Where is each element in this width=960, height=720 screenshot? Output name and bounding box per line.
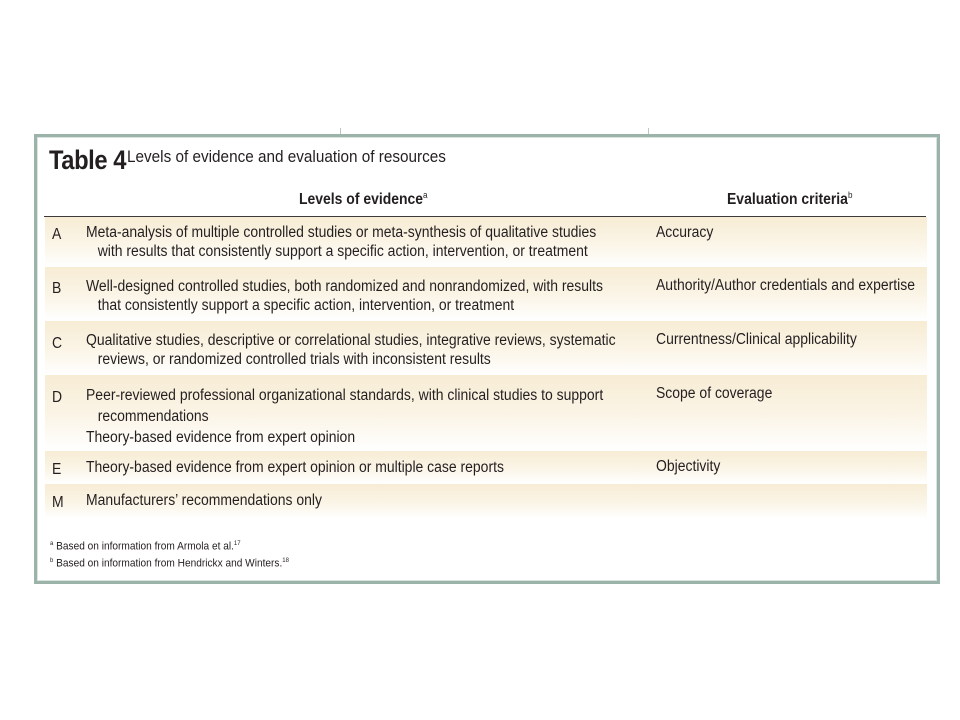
table-row-e	[45, 451, 927, 484]
row-level-text	[86, 458, 662, 477]
footnote-text: Based on information from Armola et al.	[56, 540, 234, 553]
row-level-line: Peer-reviewed professional organizational standards, with clinical studies to support	[86, 387, 604, 404]
row-level-line: that consistently support a specific action, intervention, or treatment	[97, 297, 515, 314]
footnote-ref: 18	[282, 556, 289, 564]
row-grade: A	[52, 226, 62, 243]
table-row-m	[45, 484, 927, 519]
row-level-line: reviews, or randomized controlled trials with inconsistent results	[97, 351, 491, 368]
row-grade: B	[52, 280, 62, 297]
row-criteria: Objectivity	[656, 458, 721, 475]
footnote-mark: b	[50, 556, 54, 564]
footnote-ref: 17	[233, 540, 241, 547]
row-grade: D	[52, 389, 63, 406]
column-header-criteria-note: b	[847, 190, 853, 200]
row-grade: M	[52, 494, 64, 511]
column-header-levels-note: a	[423, 190, 428, 200]
row-level-text	[86, 385, 662, 448]
footnote-a	[50, 537, 289, 554]
row-level-line: Well-designed controlled studies, both randomized and nonrandomized, with results	[86, 278, 603, 295]
row-level-text	[86, 277, 662, 315]
row-criteria: Authority/Author credentials and expertise	[656, 277, 916, 294]
column-header-criteria-label: Evaluation criteria	[727, 191, 848, 209]
row-level-line: Manufacturers’ recommendations only	[86, 492, 322, 509]
row-level-text	[86, 223, 662, 261]
column-header-levels	[299, 190, 428, 209]
table-row-c	[45, 321, 927, 375]
column-header-criteria	[727, 190, 852, 209]
row-level-line: Meta-analysis of multiple controlled studies or meta-synthesis of qualitative studies	[86, 224, 597, 241]
table-frame	[34, 134, 940, 584]
table-row-b	[45, 267, 927, 321]
table-footnotes	[50, 537, 289, 570]
table-row-a	[45, 217, 927, 267]
footnote-text: Based on information from Hendrickx and Winters.	[56, 557, 283, 570]
column-header-levels-label: Levels of evidence	[299, 191, 424, 209]
table-title	[49, 145, 137, 176]
row-criteria: Scope of coverage	[656, 385, 773, 402]
footnote-b	[50, 554, 289, 571]
table-row-d	[45, 375, 927, 451]
row-criteria: Currentness/Clinical applicability	[656, 331, 857, 348]
row-level-line: Qualitative studies, descriptive or correlational studies, integrative reviews, systematic	[86, 332, 616, 349]
row-level-line: with results that consistently support a specific action, intervention, or treatment	[97, 243, 588, 260]
table-caption: Levels of evidence and evaluation of resources	[127, 147, 446, 166]
row-level-line: recommendations	[97, 408, 209, 425]
footnote-mark: a	[50, 540, 54, 547]
row-grade: C	[52, 335, 63, 352]
row-level-text	[86, 331, 662, 369]
row-level-text	[86, 491, 662, 510]
row-grade: E	[52, 461, 62, 478]
row-level-line: Theory-based evidence from expert opinion or multiple case reports	[86, 459, 504, 476]
table-label: Table 4	[49, 145, 127, 175]
row-level-line: Theory-based evidence from expert opinion	[86, 429, 356, 446]
row-criteria: Accuracy	[656, 224, 714, 241]
